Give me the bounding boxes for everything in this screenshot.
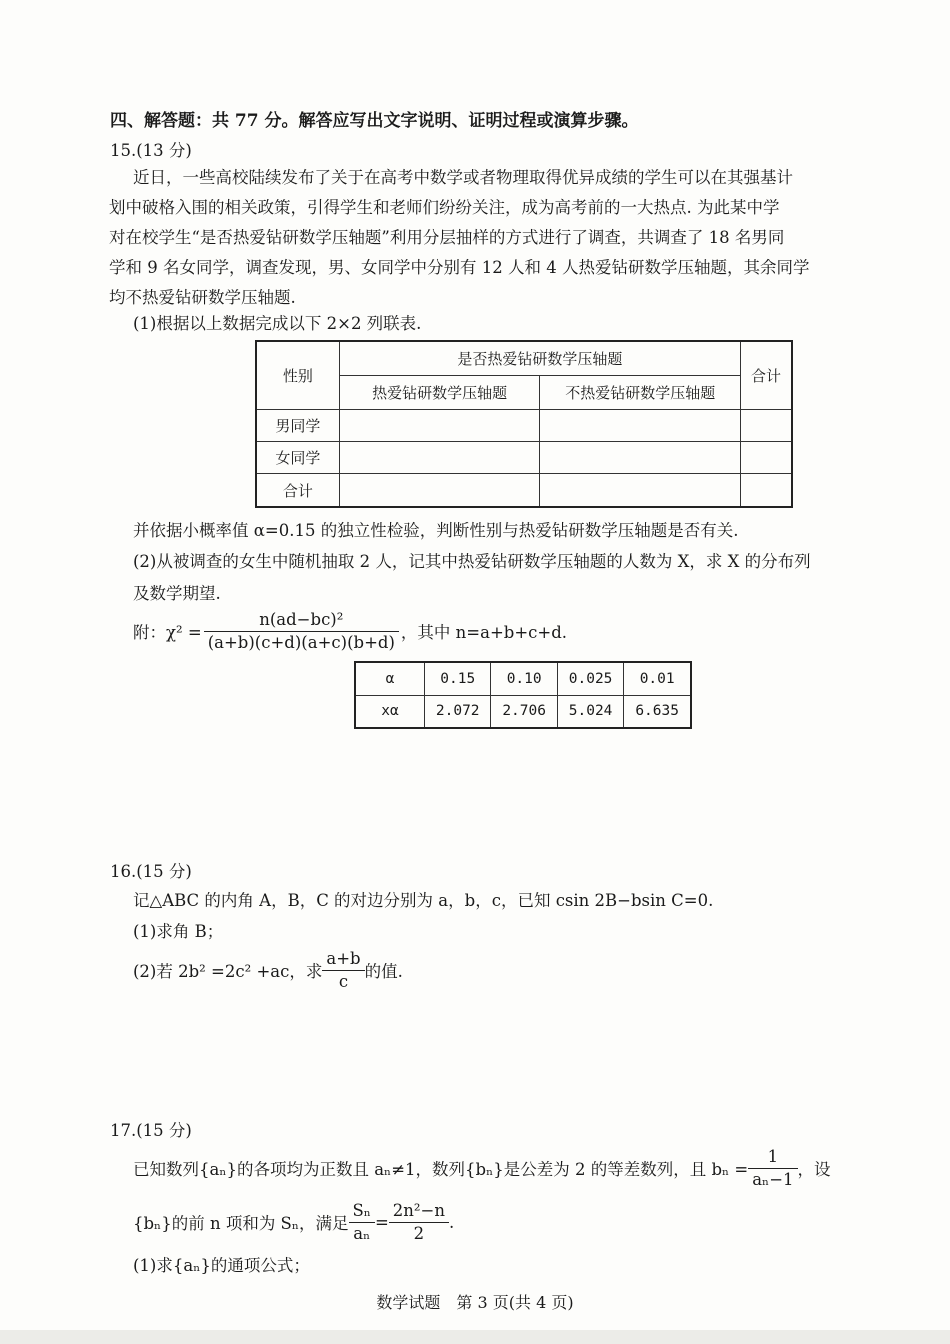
alpha-table [354, 661, 692, 729]
header-total: 合计 [741, 341, 792, 409]
q15-intro-line-4: 学和 9 名女同学，调查发现，男、女同学中分别有 12 人和 4 人热爱钻研数学压轴题，其余同学 [109, 258, 810, 277]
q16-part1: (1)求角 B； [133, 922, 224, 941]
q15-number: 15.(13 分) [110, 141, 192, 160]
q15-intro-line-3: 对在校学生“是否热爱钻研数学压轴题”利用分层抽样的方式进行了调查，共调查了 18 名男同 [109, 228, 785, 247]
appendix-prefix: 附：χ² = [133, 623, 202, 642]
q17-frac1-numerator: 1 [748, 1146, 797, 1169]
section-title: 四、解答题：共 77 分。解答应写出文字说明、证明过程或演算步骤。 [110, 111, 639, 131]
alpha-value: 0.01 [624, 662, 691, 695]
q15-part1: (1)根据以上数据完成以下 2×2 列联表. [133, 314, 422, 333]
bottom-edge [0, 1330, 950, 1344]
q17-fraction-1 [748, 1146, 797, 1191]
q15-part2-line-2: 及数学期望. [133, 584, 221, 603]
q17-part1: (1)求{aₙ}的通项公式； [133, 1256, 310, 1275]
q16-part2 [133, 946, 403, 994]
cell-male-total [741, 409, 792, 441]
row-male-label: 男同学 [256, 409, 339, 441]
q17-frac3-denominator: 2 [413, 1223, 425, 1243]
q16-frac-numerator: a+b [322, 948, 364, 971]
q17-line2-prefix: {bₙ}的前 n 项和为 Sₙ，满足 [133, 1214, 349, 1233]
q17-frac2-numerator: Sₙ [349, 1200, 375, 1223]
q17-frac2-denominator: aₙ [353, 1223, 371, 1243]
cell-female-notlove [540, 441, 741, 473]
q15-part2-line-1: (2)从被调查的女生中随机抽取 2 人，记其中热爱钻研数学压轴题的人数为 X，求 X 的分布列 [133, 552, 811, 571]
q17-stem [133, 1144, 831, 1192]
cell-total-total [741, 474, 792, 507]
q17-fraction-3 [389, 1200, 449, 1245]
q17-line2-suffix: . [448, 1212, 455, 1232]
appendix-formula [133, 606, 567, 656]
header-notlove: 不热爱钻研数学压轴题 [540, 375, 741, 409]
header-gender: 性别 [256, 341, 339, 409]
x-alpha-value: 2.706 [491, 695, 557, 728]
q15-intro-line-1: 近日，一些高校陆续发布了关于在高考中数学或者物理取得优异成绩的学生可以在其强基计 [133, 168, 793, 187]
q16-fraction [322, 948, 364, 993]
q17-frac3-numerator: 2n²−n [389, 1200, 449, 1223]
q15-intro-line-2: 划中破格入围的相关政策，引得学生和老师们纷纷关注，成为高考前的一大热点. 为此某中学 [109, 198, 780, 217]
q15-intro [109, 163, 913, 313]
q17-stem-prefix: 已知数列{aₙ}的各项均为正数且 aₙ≠1，数列{bₙ}是公差为 2 的等差数列，且 bₙ = [133, 1160, 749, 1179]
x-alpha-value: 6.635 [624, 695, 691, 728]
alpha-header: α [355, 662, 425, 695]
header-love: 热爱钻研数学压轴题 [339, 375, 540, 409]
row-total-label: 合计 [256, 474, 339, 507]
q16-frac-denominator: c [338, 971, 349, 991]
x-alpha-value: 2.072 [425, 695, 491, 728]
alpha-value: 0.10 [491, 662, 557, 695]
alpha-value: 0.15 [425, 662, 491, 695]
q15-intro-line-5: 均不热爱钻研数学压轴题. [109, 288, 296, 307]
chi-square-denominator: (a+b)(c+d)(a+c)(b+d) [207, 632, 395, 652]
q17-stem-suffix: ，设 [797, 1160, 831, 1179]
q16-part2-prefix: (2)若 2b² =2c² +ac，求 [133, 962, 323, 981]
q16-number: 16.(15 分) [110, 862, 192, 881]
cell-total-notlove [540, 474, 741, 507]
chi-square-fraction [204, 609, 399, 654]
header-group: 是否热爱钻研数学压轴题 [339, 341, 740, 375]
appendix-suffix: ，其中 n=a+b+c+d. [400, 623, 568, 642]
x-alpha-header: xα [355, 695, 425, 728]
q15-part1-cont: 并依据小概率值 α=0.15 的独立性检验，判断性别与热爱钻研数学压轴题是否有关. [133, 521, 739, 540]
cell-male-love [339, 409, 540, 441]
cell-female-love [339, 441, 540, 473]
cell-male-notlove [540, 409, 741, 441]
q17-fraction-2 [349, 1200, 375, 1245]
q17-number: 17.(15 分) [110, 1121, 192, 1140]
cell-total-love [339, 474, 540, 507]
alpha-value: 0.025 [557, 662, 623, 695]
q16-stem: 记△ABC 的内角 A，B，C 的对边分别为 a，b，c，已知 csin 2B−bsin C=0. [133, 891, 714, 910]
q17-frac1-denominator: aₙ−1 [752, 1169, 794, 1189]
page-footer: 数学试题 第 3 页(共 4 页) [376, 1293, 574, 1312]
q16-part2-suffix: 的值. [364, 962, 403, 981]
cell-female-total [741, 441, 792, 473]
contingency-table [255, 340, 793, 508]
chi-square-numerator: n(ad−bc)² [204, 609, 399, 632]
q17-eq: = [374, 1212, 389, 1232]
q17-line2 [133, 1198, 454, 1246]
row-female-label: 女同学 [256, 441, 339, 473]
x-alpha-value: 5.024 [557, 695, 623, 728]
